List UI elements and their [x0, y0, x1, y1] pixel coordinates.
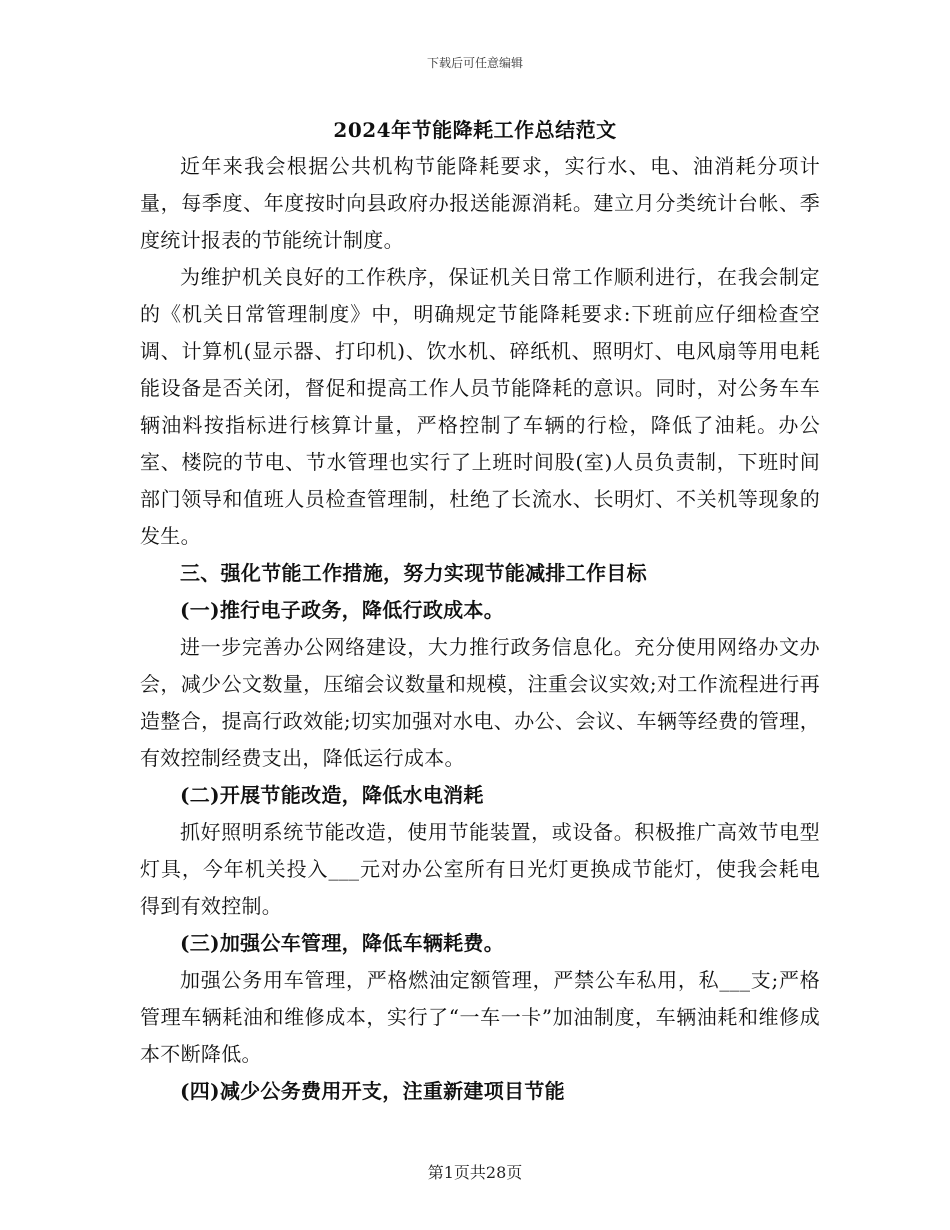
page-number-footer: 第1页共28页 — [427, 1163, 523, 1182]
paragraph: 进一步完善办公网络建设，大力推行政务信息化。充分使用网络办文办会，减少公文数量，压缩会议数量和规模，注重会议实效;对工作流程进行再造整合，提高行政效能;切实加强对水电、办公、会议、车辆等经费的管理，有效控制经费支出，降低运行成本。 — [140, 635, 820, 770]
paragraph: 为维护机关良好的工作秩序，保证机关日常工作顺利进行，在我会制定的《机关日常管理制度》中，明确规定节能降耗要求:下班前应仔细检查空调、计算机(显示器、打印机)、饮水机、碎纸机、照明灯、电风扇等用电耗能设备是否关闭，督促和提高工作人员节能降耗的意识。同时，对公务车车辆油料按指标进行核算计量，严格控制了车辆的行检，降低了油耗。办公室、楼院的节电、节水管理也实行了上班时间股(室)人员负责制，下班时间部门领导和值班人员检查管理制，杜绝了长流水、长明灯、不关机等现象的发生。 — [140, 265, 820, 548]
section-heading: 三、强化节能工作措施，努力实现节能减排工作目标 — [180, 561, 647, 585]
paragraph: 加强公务用车管理，严格燃油定额管理，严禁公车私用，私___支;严格管理车辆耗油和维修成本，实行了“一车一卡”加油制度，车辆油耗和维修成本不断降低。 — [140, 968, 820, 1066]
subsection-heading: (二)开展节能改造，降低水电消耗 — [180, 783, 484, 807]
header-note: 下载后可任意编辑 — [426, 56, 523, 70]
subsection-heading: (四)减少公务费用开支，注重新建项目节能 — [180, 1079, 565, 1103]
document-title: 2024年节能降耗工作总结范文 — [333, 118, 617, 142]
document-body — [140, 148, 820, 1110]
paragraph: 近年来我会根据公共机构节能降耗要求，实行水、电、油消耗分项计量，每季度、年度按时向县政府办报送能源消耗。建立月分类统计台帐、季度统计报表的节能统计制度。 — [140, 154, 820, 252]
subsection-heading: (一)推行电子政务，降低行政成本。 — [180, 598, 505, 622]
subsection-heading: (三)加强公车管理，降低车辆耗费。 — [180, 931, 505, 955]
paragraph: 抓好照明系统节能改造，使用节能装置，或设备。积极推广高效节电型灯具，今年机关投入___元对办公室所有日光灯更换成节能灯，使我会耗电得到有效控制。 — [140, 820, 820, 918]
